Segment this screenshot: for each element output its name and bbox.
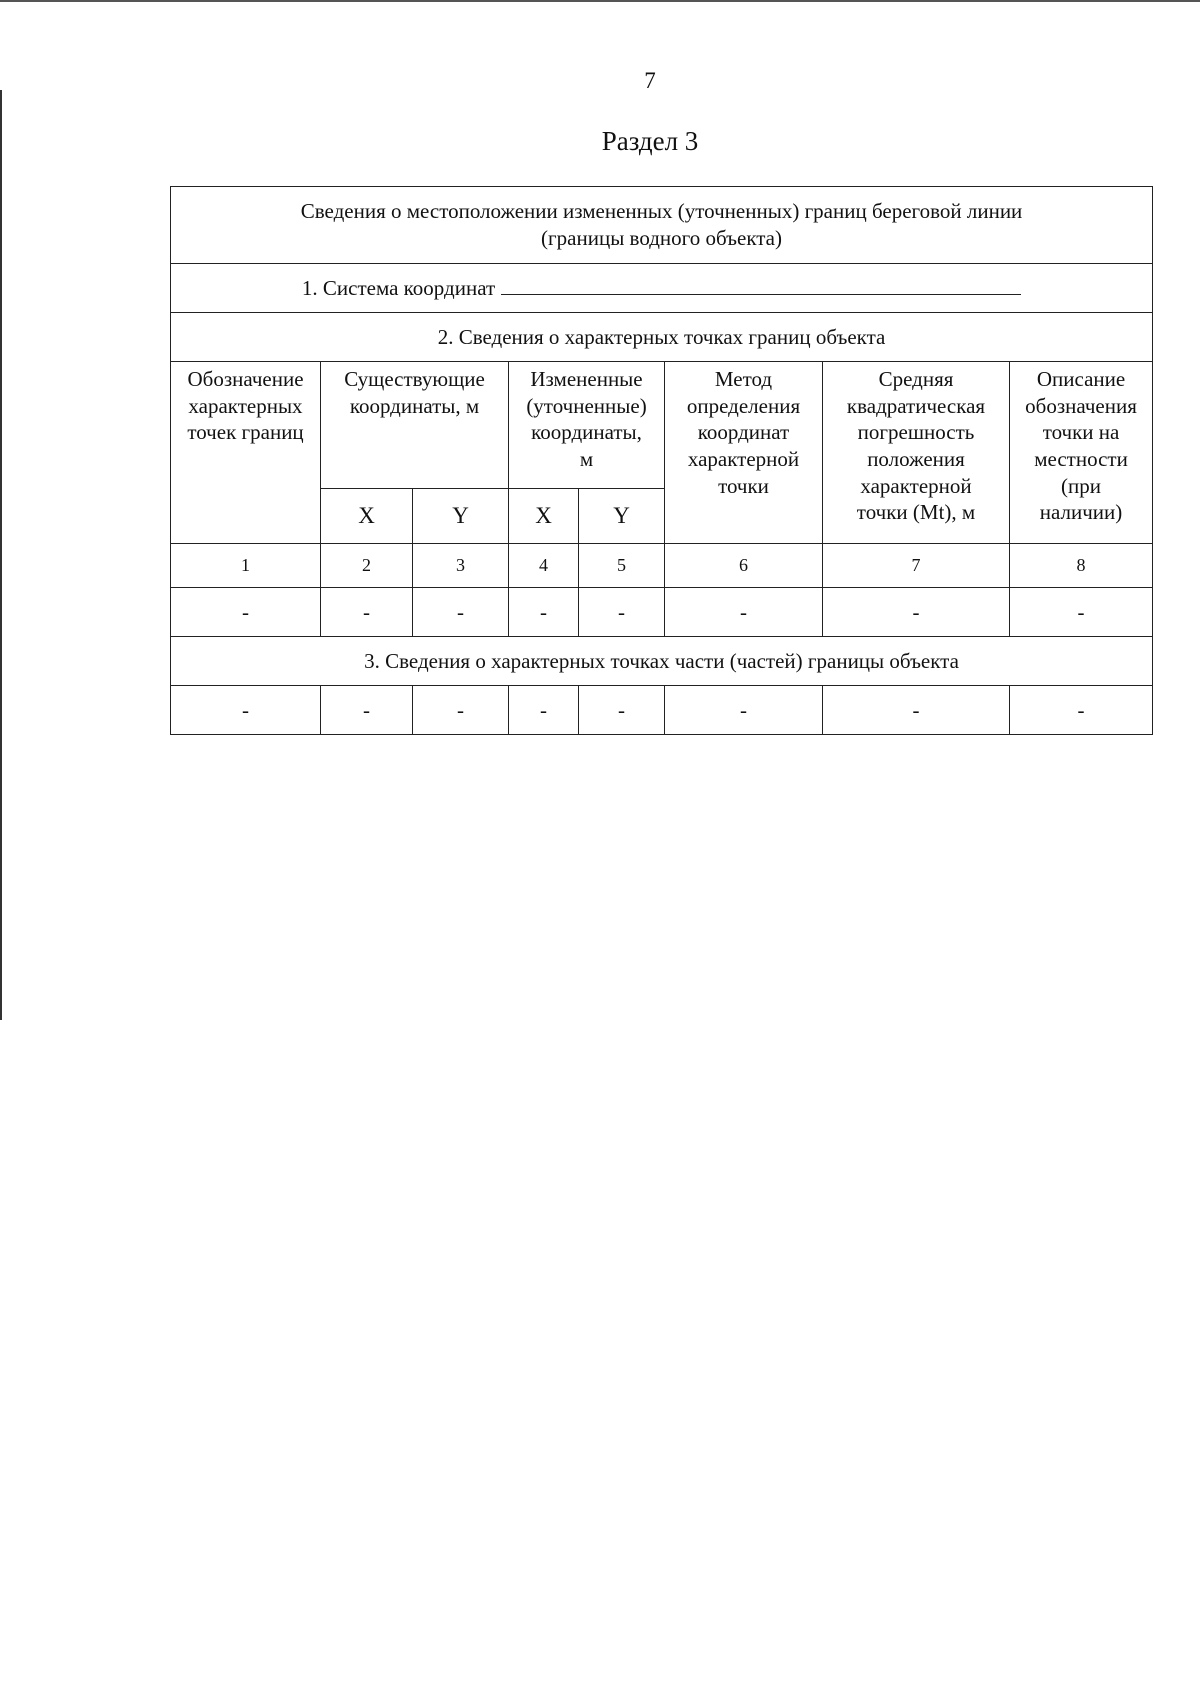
table-cell: - <box>823 588 1010 637</box>
table-cell: - <box>579 686 665 735</box>
table-cell: - <box>509 686 579 735</box>
page-number: 7 <box>644 68 656 93</box>
header-description <box>1010 362 1153 544</box>
subheader-changed-x: X <box>509 489 579 544</box>
table-cell: - <box>413 588 509 637</box>
header-method-line: определения <box>686 393 801 418</box>
header-changed-line: (уточненные) <box>526 393 647 418</box>
table-cell: - <box>413 686 509 735</box>
table-cell: - <box>823 686 1010 735</box>
header-error-line: характерной <box>860 473 972 498</box>
coord-system-blank <box>501 276 1021 295</box>
coordinates-table <box>170 186 1153 735</box>
table-cell: - <box>321 686 413 735</box>
header-method-line: координат <box>697 420 790 445</box>
table-cell: - <box>321 588 413 637</box>
header-error-line: погрешность <box>857 420 975 445</box>
column-number: 1 <box>171 544 321 588</box>
header-error-line: точки (Mt), м <box>856 500 976 525</box>
parts-heading: 3. Сведения о характерных точках части (частей) границы объекта <box>171 637 1153 686</box>
header-method-line: характерной <box>687 446 800 471</box>
table-title <box>171 187 1153 264</box>
header-changed-line: координаты, <box>531 420 642 445</box>
table-cell: - <box>579 588 665 637</box>
header-method-line: Метод <box>714 367 773 391</box>
header-description-line: наличии) <box>1039 500 1123 525</box>
column-number-row <box>171 544 1153 588</box>
header-method <box>665 362 823 544</box>
header-existing-coordinates <box>321 362 509 489</box>
header-description-line: точки на <box>1042 420 1120 445</box>
table-title-line-1: Сведения о местоположении измененных (уточненных) границ береговой линии <box>300 199 1023 224</box>
header-description-line: (при <box>1061 473 1102 498</box>
header-changed-line: Измененные <box>530 367 643 391</box>
subheader-changed-y: Y <box>579 489 665 544</box>
coord-system-label: 1. Система координат <box>301 275 496 300</box>
table-cell: - <box>171 686 321 735</box>
header-designation-line: характерных <box>188 393 303 418</box>
points-heading: 2. Сведения о характерных точках границ объекта <box>171 313 1153 362</box>
scan-left-edge <box>0 90 2 1020</box>
header-description-line: Описание <box>1036 367 1126 391</box>
header-existing-line: Существующие <box>344 367 485 391</box>
header-existing-line: координаты, м <box>349 393 480 418</box>
header-error-line: положения <box>867 446 965 471</box>
column-number: 3 <box>413 544 509 588</box>
table-cell: - <box>665 588 823 637</box>
subheader-existing-y: Y <box>413 489 509 544</box>
header-changed-line: м <box>579 446 594 471</box>
header-error-line: квадратическая <box>846 393 986 418</box>
table-cell: - <box>171 588 321 637</box>
section-title: Раздел 3 <box>601 126 699 156</box>
table-title-line-2: (границы водного объекта) <box>541 226 782 250</box>
column-number: 7 <box>823 544 1010 588</box>
header-description-line: местности <box>1034 446 1128 471</box>
column-number: 2 <box>321 544 413 588</box>
header-changed-coordinates <box>509 362 665 489</box>
header-error-line: Средняя <box>878 367 954 391</box>
subheader-existing-x: X <box>321 489 413 544</box>
points-data-row <box>171 588 1153 637</box>
header-designation <box>171 362 321 544</box>
column-number: 4 <box>509 544 579 588</box>
table-cell: - <box>1010 588 1153 637</box>
table-cell: - <box>1010 686 1153 735</box>
column-number: 8 <box>1010 544 1153 588</box>
parts-data-row <box>171 686 1153 735</box>
column-number: 5 <box>579 544 665 588</box>
table-cell: - <box>509 588 579 637</box>
header-description-line: обозначения <box>1025 393 1137 418</box>
header-mean-error <box>823 362 1010 544</box>
header-method-line: точки <box>718 473 769 498</box>
coord-system-row <box>171 264 1153 313</box>
table-cell: - <box>665 686 823 735</box>
scan-top-edge <box>0 0 1200 2</box>
header-designation-line: Обозначение <box>187 367 304 391</box>
column-number: 6 <box>665 544 823 588</box>
header-designation-line: точек границ <box>187 420 304 445</box>
